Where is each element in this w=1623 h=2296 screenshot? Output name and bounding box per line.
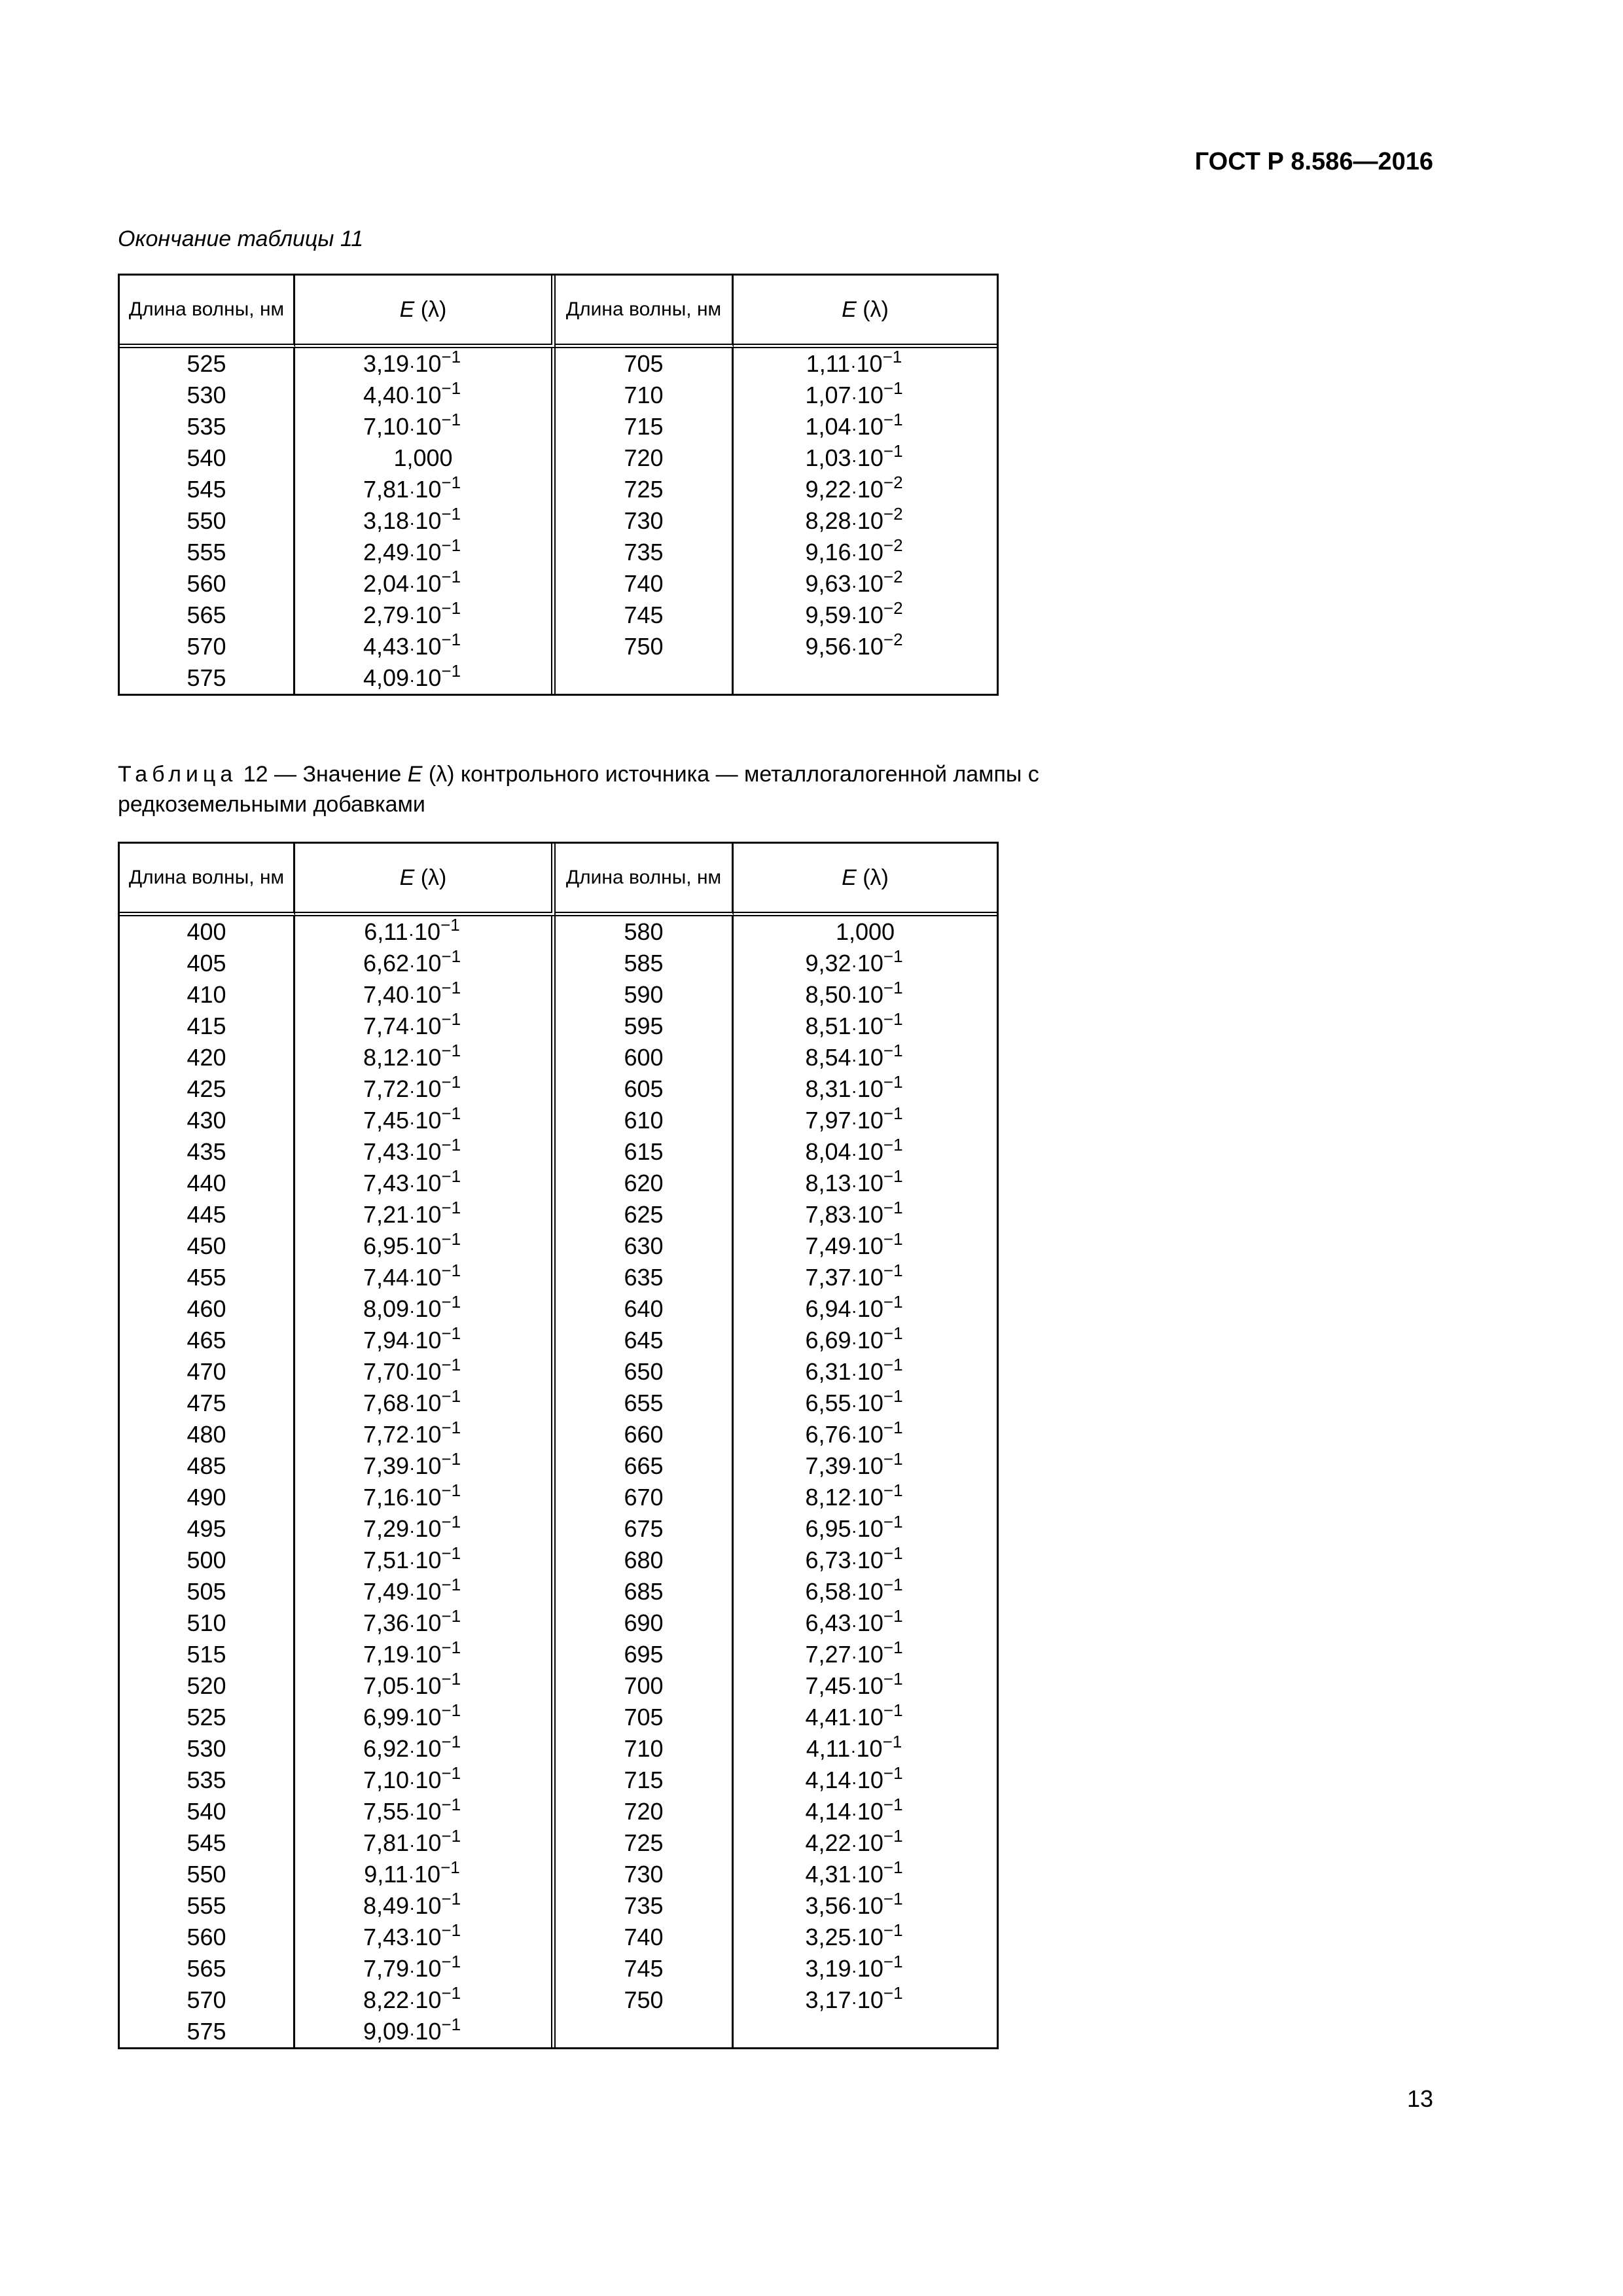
wavelength-value: 720 — [624, 444, 664, 471]
wavelength-value: 455 — [187, 1264, 226, 1291]
wavelength-value: 595 — [624, 1013, 664, 1039]
wavelength-value: 560 — [187, 570, 226, 597]
energy-column — [295, 348, 556, 694]
energy-value: $7,43\cdot 10^{-1}$ — [363, 1166, 461, 1196]
energy-value: $2,79\cdot 10^{-1}$ — [363, 598, 461, 628]
energy-value: $9,32\cdot 10^{-1}$ — [805, 946, 903, 977]
wavelength-value: 515 — [187, 1641, 226, 1668]
wavelength-value: 460 — [187, 1295, 226, 1322]
energy-value: $7,55\cdot 10^{-1}$ — [363, 1795, 461, 1825]
energy-value: $7,45\cdot 10^{-1}$ — [363, 1103, 461, 1134]
wavelength-value: 670 — [624, 1484, 664, 1511]
energy-value: $6,92\cdot 10^{-1}$ — [363, 1732, 461, 1762]
energy-value: $7,74\cdot 10^{-1}$ — [363, 1009, 461, 1039]
energy-value: $6,11\cdot 10^{-1}$ — [364, 915, 460, 945]
energy-value: $7,81\cdot 10^{-1}$ — [363, 473, 461, 503]
energy-value: $8,04\cdot 10^{-1}$ — [805, 1135, 903, 1165]
wavelength-value: 405 — [187, 950, 226, 977]
table-12 — [118, 842, 999, 2049]
energy-value: $7,29\cdot 10^{-1}$ — [363, 1512, 461, 1542]
wavelength-value: 740 — [624, 1924, 664, 1950]
wavelength-value: 555 — [187, 539, 226, 565]
energy-column — [734, 916, 997, 2047]
wavelength-value: 540 — [187, 444, 226, 471]
energy-value: $6,99\cdot 10^{-1}$ — [363, 1700, 461, 1731]
wavelength-value: 505 — [187, 1578, 226, 1605]
energy-value: $8,28\cdot 10^{-2}$ — [805, 504, 903, 534]
energy-value: $3,18\cdot 10^{-1}$ — [363, 504, 461, 534]
energy-value: $3,19\cdot 10^{-1}$ — [363, 347, 461, 377]
wavelength-header: Длина волны, нм — [120, 844, 295, 916]
wavelength-value: 475 — [187, 1390, 226, 1416]
energy-value: $8,51\cdot 10^{-1}$ — [805, 1009, 903, 1039]
energy-value: $9,22\cdot 10^{-2}$ — [805, 473, 903, 503]
energy-value: $4,14\cdot 10^{-1}$ — [805, 1795, 903, 1825]
wavelength-value: 705 — [624, 1704, 664, 1731]
wavelength-value: 715 — [624, 413, 664, 440]
energy-value: $6,55\cdot 10^{-1}$ — [805, 1386, 903, 1416]
wavelength-value: 400 — [187, 918, 226, 945]
wavelength-column — [120, 916, 295, 2047]
table-body-row — [120, 348, 997, 694]
energy-value: $6,95\cdot 10^{-1}$ — [805, 1512, 903, 1542]
energy-value: $7,43\cdot 10^{-1}$ — [363, 1920, 461, 1950]
energy-value: $6,76\cdot 10^{-1}$ — [805, 1418, 903, 1448]
energy-value: $7,49\cdot 10^{-1}$ — [805, 1229, 903, 1259]
energy-value: $8,09\cdot 10^{-1}$ — [363, 1292, 461, 1322]
energy-value: $1,04\cdot 10^{-1}$ — [805, 410, 903, 440]
energy-value: $8,12\cdot 10^{-1}$ — [363, 1041, 461, 1071]
wavelength-value: 590 — [624, 981, 664, 1008]
wavelength-value: 620 — [624, 1170, 664, 1196]
energy-value: $7,68\cdot 10^{-1}$ — [363, 1386, 461, 1416]
wavelength-value: 710 — [624, 382, 664, 408]
energy-value: $9,16\cdot 10^{-2}$ — [805, 535, 903, 565]
energy-value: $9,59\cdot 10^{-2}$ — [805, 598, 903, 628]
energy-value: $8,12\cdot 10^{-1}$ — [805, 1480, 903, 1511]
energy-value: $7,49\cdot 10^{-1}$ — [363, 1575, 461, 1605]
wavelength-value: 565 — [187, 601, 226, 628]
energy-value: $7,37\cdot 10^{-1}$ — [805, 1261, 903, 1291]
wavelength-value: 500 — [187, 1547, 226, 1573]
wavelength-value: 535 — [187, 1767, 226, 1793]
standard-code: ГОСТ Р 8.586—2016 — [1194, 148, 1433, 175]
wavelength-value: 625 — [624, 1201, 664, 1228]
energy-value: $7,79\cdot 10^{-1}$ — [363, 1952, 461, 1982]
wavelength-value: 665 — [624, 1452, 664, 1479]
energy-header: E (λ) — [295, 844, 556, 916]
wavelength-header: Длина волны, нм — [120, 276, 295, 348]
wavelength-value: 435 — [187, 1138, 226, 1165]
wavelength-value: 440 — [187, 1170, 226, 1196]
energy-value: $7,70\cdot 10^{-1}$ — [363, 1355, 461, 1385]
energy-value: $7,16\cdot 10^{-1}$ — [363, 1480, 461, 1511]
energy-value: $2,49\cdot 10^{-1}$ — [363, 535, 461, 565]
wavelength-value: 410 — [187, 981, 226, 1008]
wavelength-value: 640 — [624, 1295, 664, 1322]
energy-value: $6,62\cdot 10^{-1}$ — [363, 946, 461, 977]
wavelength-value: 485 — [187, 1452, 226, 1479]
energy-value: $7,10\cdot 10^{-1}$ — [363, 410, 461, 440]
wavelength-value: 570 — [187, 1986, 226, 2013]
energy-value: $6,58\cdot 10^{-1}$ — [805, 1575, 903, 1605]
table-header-row — [120, 844, 997, 916]
wavelength-column — [556, 348, 734, 694]
energy-value: $8,22\cdot 10^{-1}$ — [363, 1983, 461, 2013]
energy-value: $4,22\cdot 10^{-1}$ — [805, 1826, 903, 1856]
energy-value: $4,09\cdot 10^{-1}$ — [363, 661, 461, 691]
energy-value: $7,27\cdot 10^{-1}$ — [805, 1638, 903, 1668]
wavelength-value: 555 — [187, 1892, 226, 1919]
table-header-row — [120, 276, 997, 348]
energy-value: $4,41\cdot 10^{-1}$ — [805, 1700, 903, 1731]
wavelength-value: 660 — [624, 1421, 664, 1448]
wavelength-value: 735 — [624, 1892, 664, 1919]
energy-value: $7,83\cdot 10^{-1}$ — [805, 1198, 903, 1228]
wavelength-value: 635 — [624, 1264, 664, 1291]
energy-value: $7,19\cdot 10^{-1}$ — [363, 1638, 461, 1668]
wavelength-value: 430 — [187, 1107, 226, 1134]
energy-value: $4,11\cdot 10^{-1}$ — [806, 1732, 902, 1762]
wavelength-value: 715 — [624, 1767, 664, 1793]
wavelength-value: 695 — [624, 1641, 664, 1668]
energy-value: $7,45\cdot 10^{-1}$ — [805, 1669, 903, 1699]
wavelength-value: 445 — [187, 1201, 226, 1228]
table11-caption: Окончание таблицы 11 — [118, 226, 364, 251]
wavelength-value: 630 — [624, 1232, 664, 1259]
wavelength-value: 750 — [624, 1986, 664, 2013]
wavelength-column — [556, 916, 734, 2047]
wavelength-value: 615 — [624, 1138, 664, 1165]
energy-value: $9,63\cdot 10^{-2}$ — [805, 567, 903, 597]
energy-value: $6,95\cdot 10^{-1}$ — [363, 1229, 461, 1259]
energy-value: $3,25\cdot 10^{-1}$ — [805, 1920, 903, 1950]
energy-value: $4,40\cdot 10^{-1}$ — [363, 378, 461, 408]
energy-value: $6,31\cdot 10^{-1}$ — [805, 1355, 903, 1385]
energy-value: $7,81\cdot 10^{-1}$ — [363, 1826, 461, 1856]
wavelength-value: 725 — [624, 476, 664, 503]
wavelength-value: 610 — [624, 1107, 664, 1134]
wavelength-value: 490 — [187, 1484, 226, 1511]
wavelength-value: 495 — [187, 1515, 226, 1542]
energy-value: $9,09\cdot 10^{-1}$ — [363, 2015, 461, 2045]
wavelength-value: 450 — [187, 1232, 226, 1259]
wavelength-value: 550 — [187, 1861, 226, 1888]
wavelength-value: 530 — [187, 382, 226, 408]
energy-header: E (λ) — [295, 276, 556, 348]
energy-value: $6,94\cdot 10^{-1}$ — [805, 1292, 903, 1322]
wavelength-value: 750 — [624, 633, 664, 660]
wavelength-value: 680 — [624, 1547, 664, 1573]
wavelength-value: 525 — [187, 350, 226, 377]
wavelength-value: 650 — [624, 1358, 664, 1385]
energy-value: $9,11\cdot 10^{-1}$ — [364, 1857, 460, 1888]
wavelength-value: 465 — [187, 1327, 226, 1354]
wavelength-value: 545 — [187, 1829, 226, 1856]
energy-value: $7,39\cdot 10^{-1}$ — [363, 1449, 461, 1479]
wavelength-value: 530 — [187, 1735, 226, 1762]
wavelength-value: 740 — [624, 570, 664, 597]
energy-value: $7,94\cdot 10^{-1}$ — [363, 1323, 461, 1354]
energy-value: $7,10\cdot 10^{-1}$ — [363, 1763, 461, 1793]
energy-value: $3,17\cdot 10^{-1}$ — [805, 1983, 903, 2013]
energy-value: $8,49\cdot 10^{-1}$ — [363, 1889, 461, 1919]
wavelength-value: 580 — [624, 918, 664, 945]
energy-value: $7,72\cdot 10^{-1}$ — [363, 1418, 461, 1448]
energy-value: $6,43\cdot 10^{-1}$ — [805, 1606, 903, 1636]
wavelength-value: 710 — [624, 1735, 664, 1762]
energy-value: $1,11\cdot 10^{-1}$ — [806, 347, 902, 377]
energy-value: $8,54\cdot 10^{-1}$ — [805, 1041, 903, 1071]
energy-value: $8,31\cdot 10^{-1}$ — [805, 1072, 903, 1102]
energy-value: $7,72\cdot 10^{-1}$ — [363, 1072, 461, 1102]
wavelength-value: 545 — [187, 476, 226, 503]
wavelength-value: 575 — [187, 2018, 226, 2045]
wavelength-value: 725 — [624, 1829, 664, 1856]
table12-caption-text: 12 — Значение E (λ) контрольного источника — металлогалогенной лампы с редкоземельными добавками — [118, 762, 1039, 817]
wavelength-value: 600 — [624, 1044, 664, 1071]
wavelength-value: 520 — [187, 1672, 226, 1699]
wavelength-value: 730 — [624, 507, 664, 534]
energy-value: $4,31\cdot 10^{-1}$ — [805, 1857, 903, 1888]
wavelength-value: 730 — [624, 1861, 664, 1888]
wavelength-value: 720 — [624, 1798, 664, 1825]
wavelength-value: 705 — [624, 350, 664, 377]
energy-value: $7,97\cdot 10^{-1}$ — [805, 1103, 903, 1134]
wavelength-value: 745 — [624, 601, 664, 628]
wavelength-value: 550 — [187, 507, 226, 534]
energy-value: $7,21\cdot 10^{-1}$ — [363, 1198, 461, 1228]
energy-value: $1,07\cdot 10^{-1}$ — [805, 378, 903, 408]
wavelength-value: 535 — [187, 413, 226, 440]
wavelength-value: 480 — [187, 1421, 226, 1448]
energy-value: $7,05\cdot 10^{-1}$ — [363, 1669, 461, 1699]
energy-value: $7,44\cdot 10^{-1}$ — [363, 1261, 461, 1291]
wavelength-value: 575 — [187, 664, 226, 691]
energy-value: $6,69\cdot 10^{-1}$ — [805, 1323, 903, 1354]
wavelength-value: 605 — [624, 1075, 664, 1102]
energy-header: E (λ) — [734, 844, 997, 916]
wavelength-value: 420 — [187, 1044, 226, 1071]
energy-value: $7,43\cdot 10^{-1}$ — [363, 1135, 461, 1165]
wavelength-value: 735 — [624, 539, 664, 565]
wavelength-value: 690 — [624, 1609, 664, 1636]
energy-value: $6,73\cdot 10^{-1}$ — [805, 1543, 903, 1573]
wavelength-value: 560 — [187, 1924, 226, 1950]
wavelength-value: 700 — [624, 1672, 664, 1699]
wavelength-value: 510 — [187, 1609, 226, 1636]
energy-value: $9,56\cdot 10^{-2}$ — [805, 630, 903, 660]
energy-column — [734, 348, 997, 694]
energy-header: E (λ) — [734, 276, 997, 348]
wavelength-value: 570 — [187, 633, 226, 660]
wavelength-value: 565 — [187, 1955, 226, 1982]
energy-value: $7,36\cdot 10^{-1}$ — [363, 1606, 461, 1636]
energy-value: $8,50\cdot 10^{-1}$ — [805, 978, 903, 1008]
wavelength-value: 470 — [187, 1358, 226, 1385]
energy-value: $4,14\cdot 10^{-1}$ — [805, 1763, 903, 1793]
energy-value: $3,19\cdot 10^{-1}$ — [805, 1952, 903, 1982]
energy-value: $1,03\cdot 10^{-1}$ — [805, 441, 903, 471]
wavelength-value: 540 — [187, 1798, 226, 1825]
wavelength-value: 645 — [624, 1327, 664, 1354]
energy-value: 1,000 — [393, 444, 453, 471]
wavelength-value: 685 — [624, 1578, 664, 1605]
page-number: 13 — [1406, 2085, 1433, 2112]
energy-value: $7,40\cdot 10^{-1}$ — [363, 978, 461, 1008]
energy-column — [295, 916, 556, 2047]
wavelength-value: 525 — [187, 1704, 226, 1731]
wavelength-value: 675 — [624, 1515, 664, 1542]
wavelength-value: 745 — [624, 1955, 664, 1982]
wavelength-header: Длина волны, нм — [556, 844, 734, 916]
energy-value: $7,51\cdot 10^{-1}$ — [363, 1543, 461, 1573]
table12-caption-label: Таблица — [118, 762, 238, 787]
wavelength-value: 655 — [624, 1390, 664, 1416]
energy-value: $3,56\cdot 10^{-1}$ — [805, 1889, 903, 1919]
wavelength-value: 415 — [187, 1013, 226, 1039]
wavelength-value: 425 — [187, 1075, 226, 1102]
energy-value: $2,04\cdot 10^{-1}$ — [363, 567, 461, 597]
table12-caption — [118, 759, 1139, 819]
energy-value: 1,000 — [835, 918, 895, 945]
table-11 — [118, 274, 999, 696]
energy-value: $8,13\cdot 10^{-1}$ — [805, 1166, 903, 1196]
wavelength-header: Длина волны, нм — [556, 276, 734, 348]
energy-value: $4,43\cdot 10^{-1}$ — [363, 630, 461, 660]
wavelength-value: 585 — [624, 950, 664, 977]
wavelength-column — [120, 348, 295, 694]
energy-value: $7,39\cdot 10^{-1}$ — [805, 1449, 903, 1479]
table-body-row — [120, 916, 997, 2047]
